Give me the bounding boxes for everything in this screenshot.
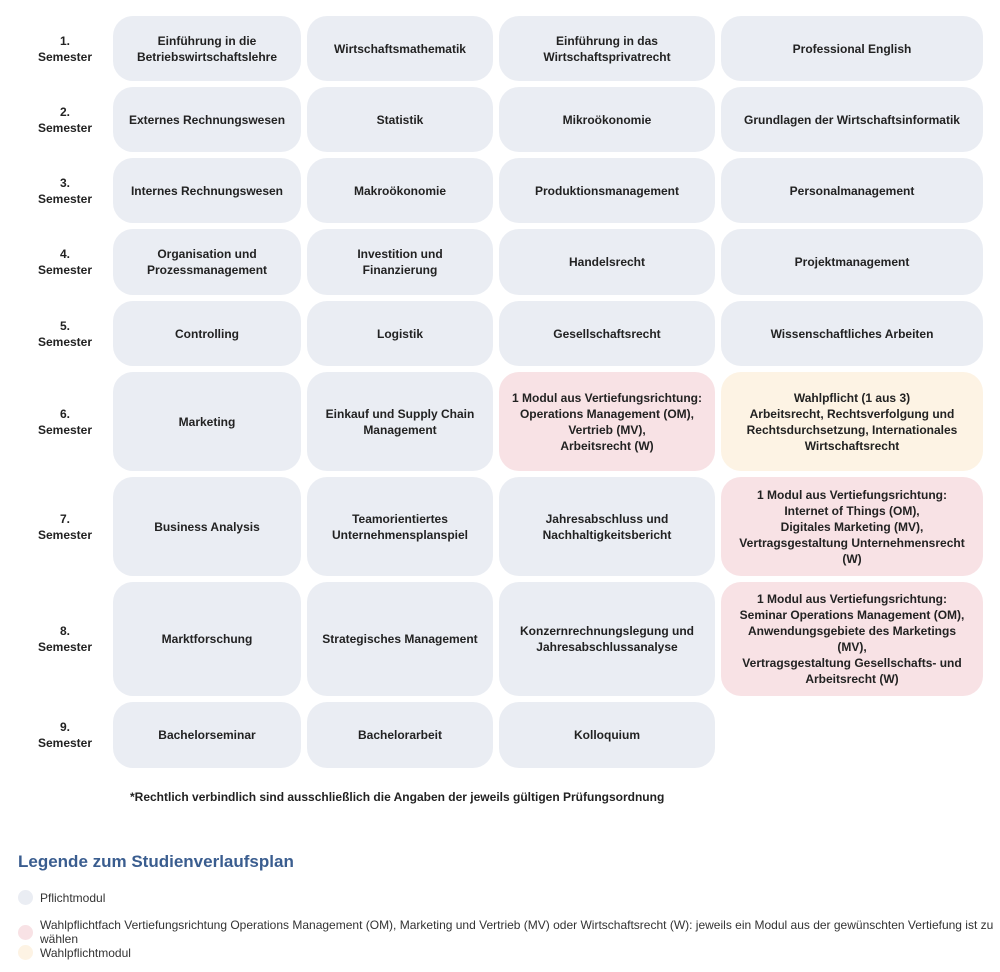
- module-cell: Produktionsmanagement: [499, 158, 715, 223]
- semester-label: [18, 702, 112, 768]
- semester-number: 1.: [59, 33, 70, 48]
- module-cell: Bachelorarbeit: [307, 702, 493, 768]
- semester-row-2: [0, 87, 1000, 152]
- semester-label: [18, 229, 112, 295]
- module-cell: Professional English: [721, 16, 983, 81]
- pflicht-color-dot-icon: [18, 890, 33, 905]
- module-cell: Personalmanagement: [721, 158, 983, 223]
- semester-word: Semester: [37, 49, 93, 64]
- semester-number: 7.: [59, 511, 70, 526]
- semester-label: [18, 16, 112, 81]
- module-cell: Einführung in das Wirtschaftsprivatrecht: [499, 16, 715, 81]
- wahlpflicht-color-dot-icon: [18, 945, 33, 960]
- semester-label: [18, 158, 112, 223]
- semester-row-3: [0, 158, 1000, 223]
- semester-word: Semester: [37, 422, 93, 437]
- legal-footnote: *Rechtlich verbindlich sind ausschließlich die Angaben der jeweils gültigen Prüfungsordnung: [130, 790, 665, 804]
- semester-row-8: [0, 582, 1000, 696]
- module-cell: Marktforschung: [113, 582, 301, 696]
- semester-row-9: [0, 702, 1000, 768]
- semester-word: Semester: [37, 263, 93, 277]
- legend-title: Legende zum Studienverlaufsplan: [18, 852, 294, 871]
- semester-word: Semester: [37, 527, 93, 542]
- legend-item-pflicht: [18, 890, 105, 905]
- module-cell: Grundlagen der Wirtschaftsinformatik: [721, 87, 983, 152]
- module-cell-vertiefung: 1 Modul aus Vertiefungsrichtung: Operations Management (OM), Vertrieb (MV), Arbeitsrecht (W): [499, 372, 715, 471]
- legend-item-wahlpflicht: [18, 945, 131, 960]
- semester-number: 5.: [59, 318, 70, 333]
- module-cell: Bachelorseminar: [113, 702, 301, 768]
- vertiefung-color-dot-icon: [18, 925, 33, 940]
- semester-number: 6.: [59, 406, 70, 421]
- module-cell: Controlling: [113, 301, 301, 366]
- semester-row-1: [0, 16, 1000, 81]
- semester-number: 4.: [59, 247, 70, 261]
- module-cell-wahlpflicht: Wahlpflicht (1 aus 3) Arbeitsrecht, Rechtsverfolgung und Rechtsdurchsetzung, Internationales Wirtschaftsrecht: [721, 372, 983, 471]
- module-cell: Kolloquium: [499, 702, 715, 768]
- module-cell: Logistik: [307, 301, 493, 366]
- module-cell: Jahresabschluss und Nachhaltigkeitsbericht: [499, 477, 715, 576]
- module-cell: Einführung in die Betriebswirtschaftslehre: [113, 16, 301, 81]
- semester-word: Semester: [37, 736, 93, 750]
- semester-label: [18, 582, 112, 696]
- semester-number: 8.: [59, 624, 70, 638]
- semester-row-5: [0, 301, 1000, 366]
- module-cell: Externes Rechnungswesen: [113, 87, 301, 152]
- semester-label: [18, 477, 112, 576]
- module-cell-vertiefung: 1 Modul aus Vertiefungsrichtung: Seminar Operations Management (OM), Anwendungsgebiete des Marketings (MV), Vertragsgestaltung Gesellschafts- und Arbeitsrecht (W): [721, 582, 983, 696]
- semester-label: [18, 372, 112, 471]
- module-cell: Strategisches Management: [307, 582, 493, 696]
- semester-row-7: [0, 477, 1000, 576]
- semester-number: 3.: [59, 175, 70, 190]
- legend-label: Wahlpflichtmodul: [40, 945, 131, 960]
- module-cell: Statistik: [307, 87, 493, 152]
- legend-label: Pflichtmodul: [40, 890, 106, 905]
- module-cell: Wirtschaftsmathematik: [307, 16, 493, 81]
- legend-label: Wahlpflichtfach Vertiefungsrichtung Operations Management (OM), Marketing und Vertrieb (MV) oder Wirtschaftsrecht (W): jeweils ein Modul aus der gewünschten Vertiefung ist zu wählen: [40, 918, 994, 946]
- semester-number: 9.: [59, 720, 70, 734]
- semester-label: [18, 87, 112, 152]
- semester-row-4: [0, 229, 1000, 295]
- module-cell: Mikroökonomie: [499, 87, 715, 152]
- module-cell: Investition und Finanzierung: [307, 229, 493, 295]
- module-cell: Organisation und Prozessmanagement: [113, 229, 301, 295]
- module-cell-vertiefung: 1 Modul aus Vertiefungsrichtung: Internet of Things (OM), Digitales Marketing (MV), Vertragsgestaltung Unternehmensrecht (W): [721, 477, 983, 576]
- legend-item-vertiefung: [18, 918, 1000, 946]
- module-cell: Internes Rechnungswesen: [113, 158, 301, 223]
- module-cell: Makroökonomie: [307, 158, 493, 223]
- module-cell: Wissenschaftliches Arbeiten: [721, 301, 983, 366]
- module-cell: Einkauf und Supply Chain Management: [307, 372, 493, 471]
- module-cell: Handelsrecht: [499, 229, 715, 295]
- semester-word: Semester: [37, 640, 93, 654]
- module-cell: Konzernrechnungslegung und Jahresabschlussanalyse: [499, 582, 715, 696]
- module-cell: Business Analysis: [113, 477, 301, 576]
- semester-word: Semester: [37, 120, 93, 135]
- module-cell: Gesellschaftsrecht: [499, 301, 715, 366]
- module-cell: Marketing: [113, 372, 301, 471]
- semester-number: 2.: [59, 104, 70, 119]
- module-cell: Teamorientiertes Unternehmensplanspiel: [307, 477, 493, 576]
- semester-row-6: [0, 372, 1000, 471]
- semester-word: Semester: [37, 191, 93, 206]
- semester-label: [18, 301, 112, 366]
- module-cell: Projektmanagement: [721, 229, 983, 295]
- semester-word: Semester: [37, 334, 93, 349]
